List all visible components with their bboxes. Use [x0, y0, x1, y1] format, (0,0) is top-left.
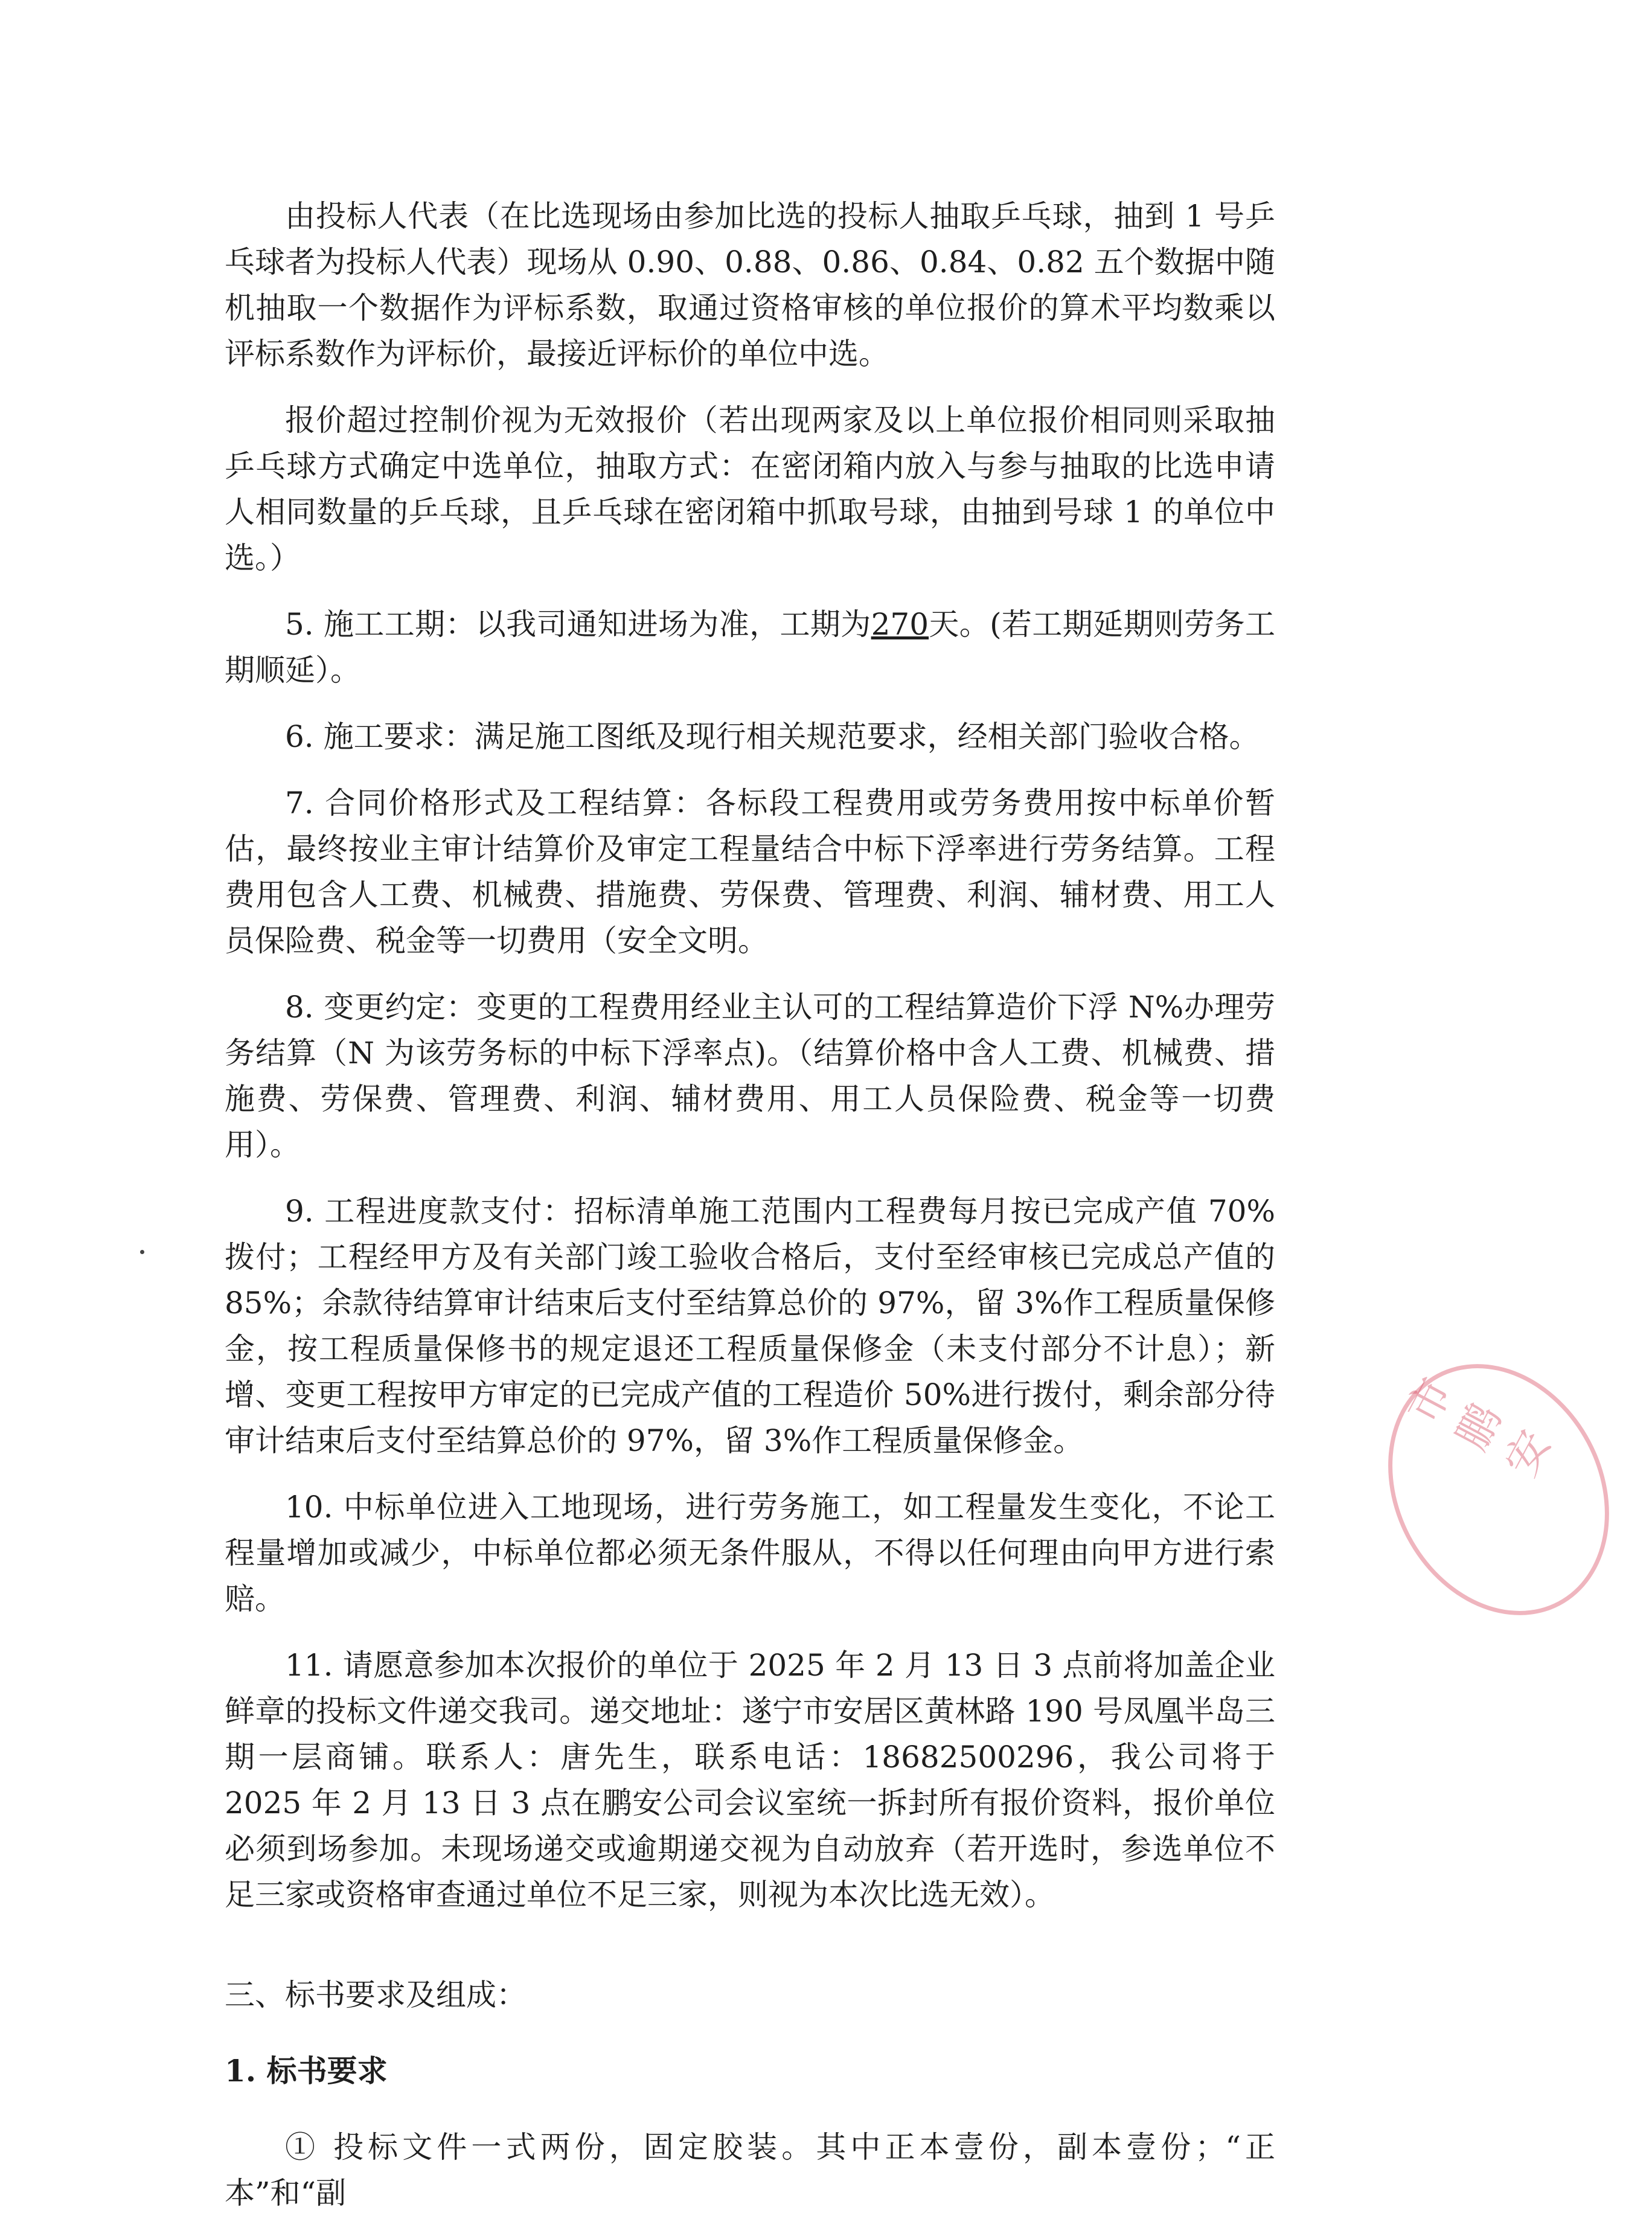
margin-dot: [140, 1250, 144, 1254]
paragraph-construction-period: [225, 601, 1275, 693]
paragraph-change-agreement: 8. 变更约定：变更的工程费用经业主认可的工程结算造价下浮 N%办理劳务结算（N 为该劳务标的中标下浮率点)。（结算价格中含人工费、机械费、措施费、劳保费、管理费、利润、辅材费用、用工人员保险费、税金等一切费用）。: [225, 990, 1275, 1162]
period-days: 270: [871, 607, 929, 642]
period-prefix: 5. 施工工期：以我司通知进场为准，工期为: [285, 607, 871, 642]
subsection-heading: 1. 标书要求: [225, 2053, 388, 2089]
period-suffix: 天。(若工期延期则劳务工期顺延）。: [225, 607, 1275, 688]
paragraph-construction-requirements: 6. 施工要求：满足施工图纸及现行相关规范要求，经相关部门验收合格。: [285, 719, 1260, 754]
paragraph-invalid-quote: 报价超过控制价视为无效报价（若出现两家及以上单位报价相同则采取抽乒乓球方式确定中选单位，抽取方式：在密闭箱内放入与参与抽取的比选申请人相同数量的乒乓球，且乒乓球在密闭箱中抓取号球，由抽到号球 1 的单位中选。）: [225, 403, 1275, 575]
paragraph-progress-payment: 9. 工程进度款支付：招标清单施工范围内工程费每月按已完成产值 70%拨付；工程经甲方及有关部门竣工验收合格后，支付至经审核已完成总产值的 85%；余款待结算审计结束后支付至结算总价的 97%，留 3%作工程质量保修金，按工程质量保修书的规定退还工程质量保修金（未支付部分不计息）；新增、变更工程按甲方审定的已完成产值的工程造价 50%进行拨付，剩余部分待审计结束后支付至结算总价的 97%，留 3%作工程质量保修金。: [225, 1194, 1275, 1458]
paragraph-evaluation-method: 由投标人代表（在比选现场由参加比选的投标人抽取乒乓球，抽到 1 号乒乓球者为投标人代表）现场从 0.90、0.88、0.86、0.84、0.82 五个数据中随机抽取一个数据作为评标系数，取通过资格审核的单位报价的算术平均数乘以评标系数作为评标价，最接近评标价的单位中选。: [225, 199, 1275, 371]
document-body: [225, 193, 1275, 2216]
paragraph-site-entry: 10. 中标单位进入工地现场，进行劳务施工，如工程量发生变化，不论工程量增加或减少，中标单位都必须无条件服从，不得以任何理由向甲方进行索赔。: [225, 1490, 1275, 1616]
section-heading: 三、标书要求及组成：: [225, 1977, 527, 2013]
company-seal-text: 市鹏安: [1397, 1369, 1560, 1484]
paragraph-submission: 11. 请愿意参加本次报价的单位于 2025 年 2 月 13 日 3 点前将加盖企业鲜章的投标文件递交我司。递交地址：遂宁市安居区黄林路 190 号凤凰半岛三期一层商铺。联系人：唐先生，联系电话：18682500296，我公司将于 2025 年 2 月 13 日 3 点在鹏安公司会议室统一拆封所有报价资料，报价单位必须到场参加。未现场递交或逾期递交视为自动放弃（若开选时，参选单位不足三家或资格审查通过单位不足三家，则视为本次比选无效）。: [225, 1648, 1275, 1912]
paragraph-contract-price: 7. 合同价格形式及工程结算：各标段工程费用或劳务费用按中标单价暂估，最终按业主审计结算价及审定工程量结合中标下浮率进行劳务结算。工程费用包含人工费、机械费、措施费、劳保费、管理费、利润、辅材费、用工人员保险费、税金等一切费用（安全文明。: [225, 786, 1275, 958]
list-item-bid-copies: ① 投标文件一式两份，固定胶装。其中正本壹份，副本壹份；“正本”和“副: [225, 2130, 1275, 2211]
